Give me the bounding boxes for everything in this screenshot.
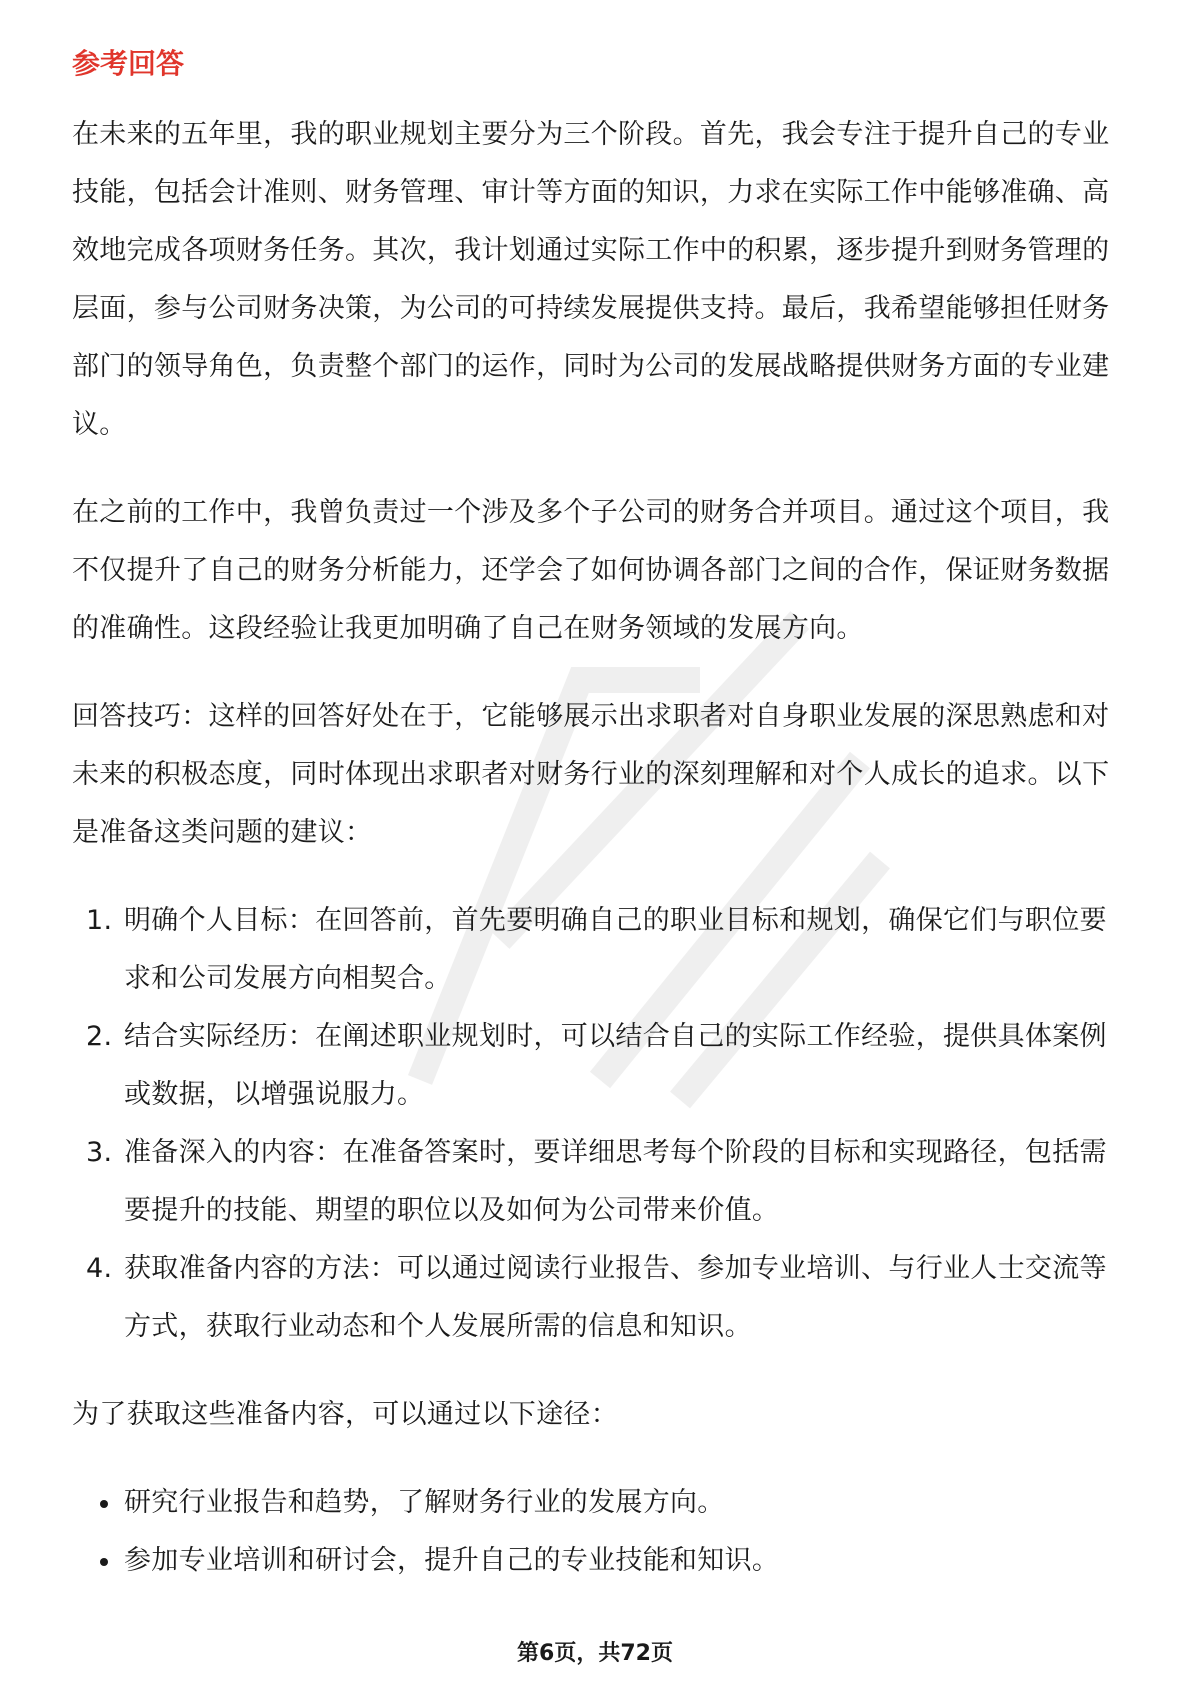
bullet-icon — [100, 1558, 108, 1566]
paragraph-answer-tips: 回答技巧：这样的回答好处在于，它能够展示出求职者对自身职业发展的深思熟虑和对未来的积极态度，同时体现出求职者对财务行业的深刻理解和对个人成长的追求。以下是准备这类问题的建议： — [72, 701, 1110, 848]
document-page — [72, 44, 1122, 1590]
list-item-text: 获取准备内容的方法：可以通过阅读行业报告、参加专业培训、与行业人士交流等方式，获取行业动态和个人发展所需的信息和知识。 — [124, 1253, 1107, 1342]
paragraph-past-experience: 在之前的工作中，我曾负责过一个涉及多个子公司的财务合并项目。通过这个项目，我不仅提升了自己的财务分析能力，还学会了如何协调各部门之间的合作，保证财务数据的准确性。这段经验让我更加明确了自己在财务领域的发展方向。 — [72, 497, 1110, 644]
section-heading: 参考回答 — [72, 47, 185, 80]
list-number: 3. — [86, 1137, 113, 1168]
list-item-text: 研究行业报告和趋势，了解财务行业的发展方向。 — [124, 1487, 725, 1518]
bullet-path-list — [72, 1474, 1122, 1590]
list-item — [72, 1124, 1122, 1240]
list-number: 4. — [86, 1253, 113, 1284]
list-item-text: 明确个人目标：在回答前，首先要明确自己的职业目标和规划，确保它们与职位要求和公司发展方向相契合。 — [124, 905, 1107, 994]
list-number: 1. — [86, 905, 113, 936]
page-number-footer: 第6页，共72页 — [517, 1641, 673, 1666]
list-item — [72, 1008, 1122, 1124]
list-item — [72, 892, 1122, 1008]
list-item-text: 准备深入的内容：在准备答案时，要详细思考每个阶段的目标和实现路径，包括需要提升的技能、期望的职位以及如何为公司带来价值。 — [124, 1137, 1107, 1226]
list-number: 2. — [86, 1021, 113, 1052]
bullet-icon — [100, 1500, 108, 1508]
list-item-text: 参加专业培训和研讨会，提升自己的专业技能和知识。 — [124, 1545, 780, 1576]
list-item — [72, 1474, 1122, 1532]
list-item — [72, 1532, 1122, 1590]
numbered-suggestion-list — [72, 892, 1122, 1356]
paragraph-career-plan: 在未来的五年里，我的职业规划主要分为三个阶段。首先，我会专注于提升自己的专业技能，包括会计准则、财务管理、审计等方面的知识，力求在实际工作中能够准确、高效地完成各项财务任务。其次，我计划通过实际工作中的积累，逐步提升到财务管理的层面，参与公司财务决策，为公司的可持续发展提供支持。最后，我希望能够担任财务部门的领导角色，负责整个部门的运作，同时为公司的发展战略提供财务方面的专业建议。 — [72, 119, 1110, 440]
paragraph-paths-intro: 为了获取这些准备内容，可以通过以下途径： — [72, 1399, 618, 1430]
list-item — [72, 1240, 1122, 1356]
list-item-text: 结合实际经历：在阐述职业规划时，可以结合自己的实际工作经验，提供具体案例或数据，以增强说服力。 — [124, 1021, 1107, 1110]
